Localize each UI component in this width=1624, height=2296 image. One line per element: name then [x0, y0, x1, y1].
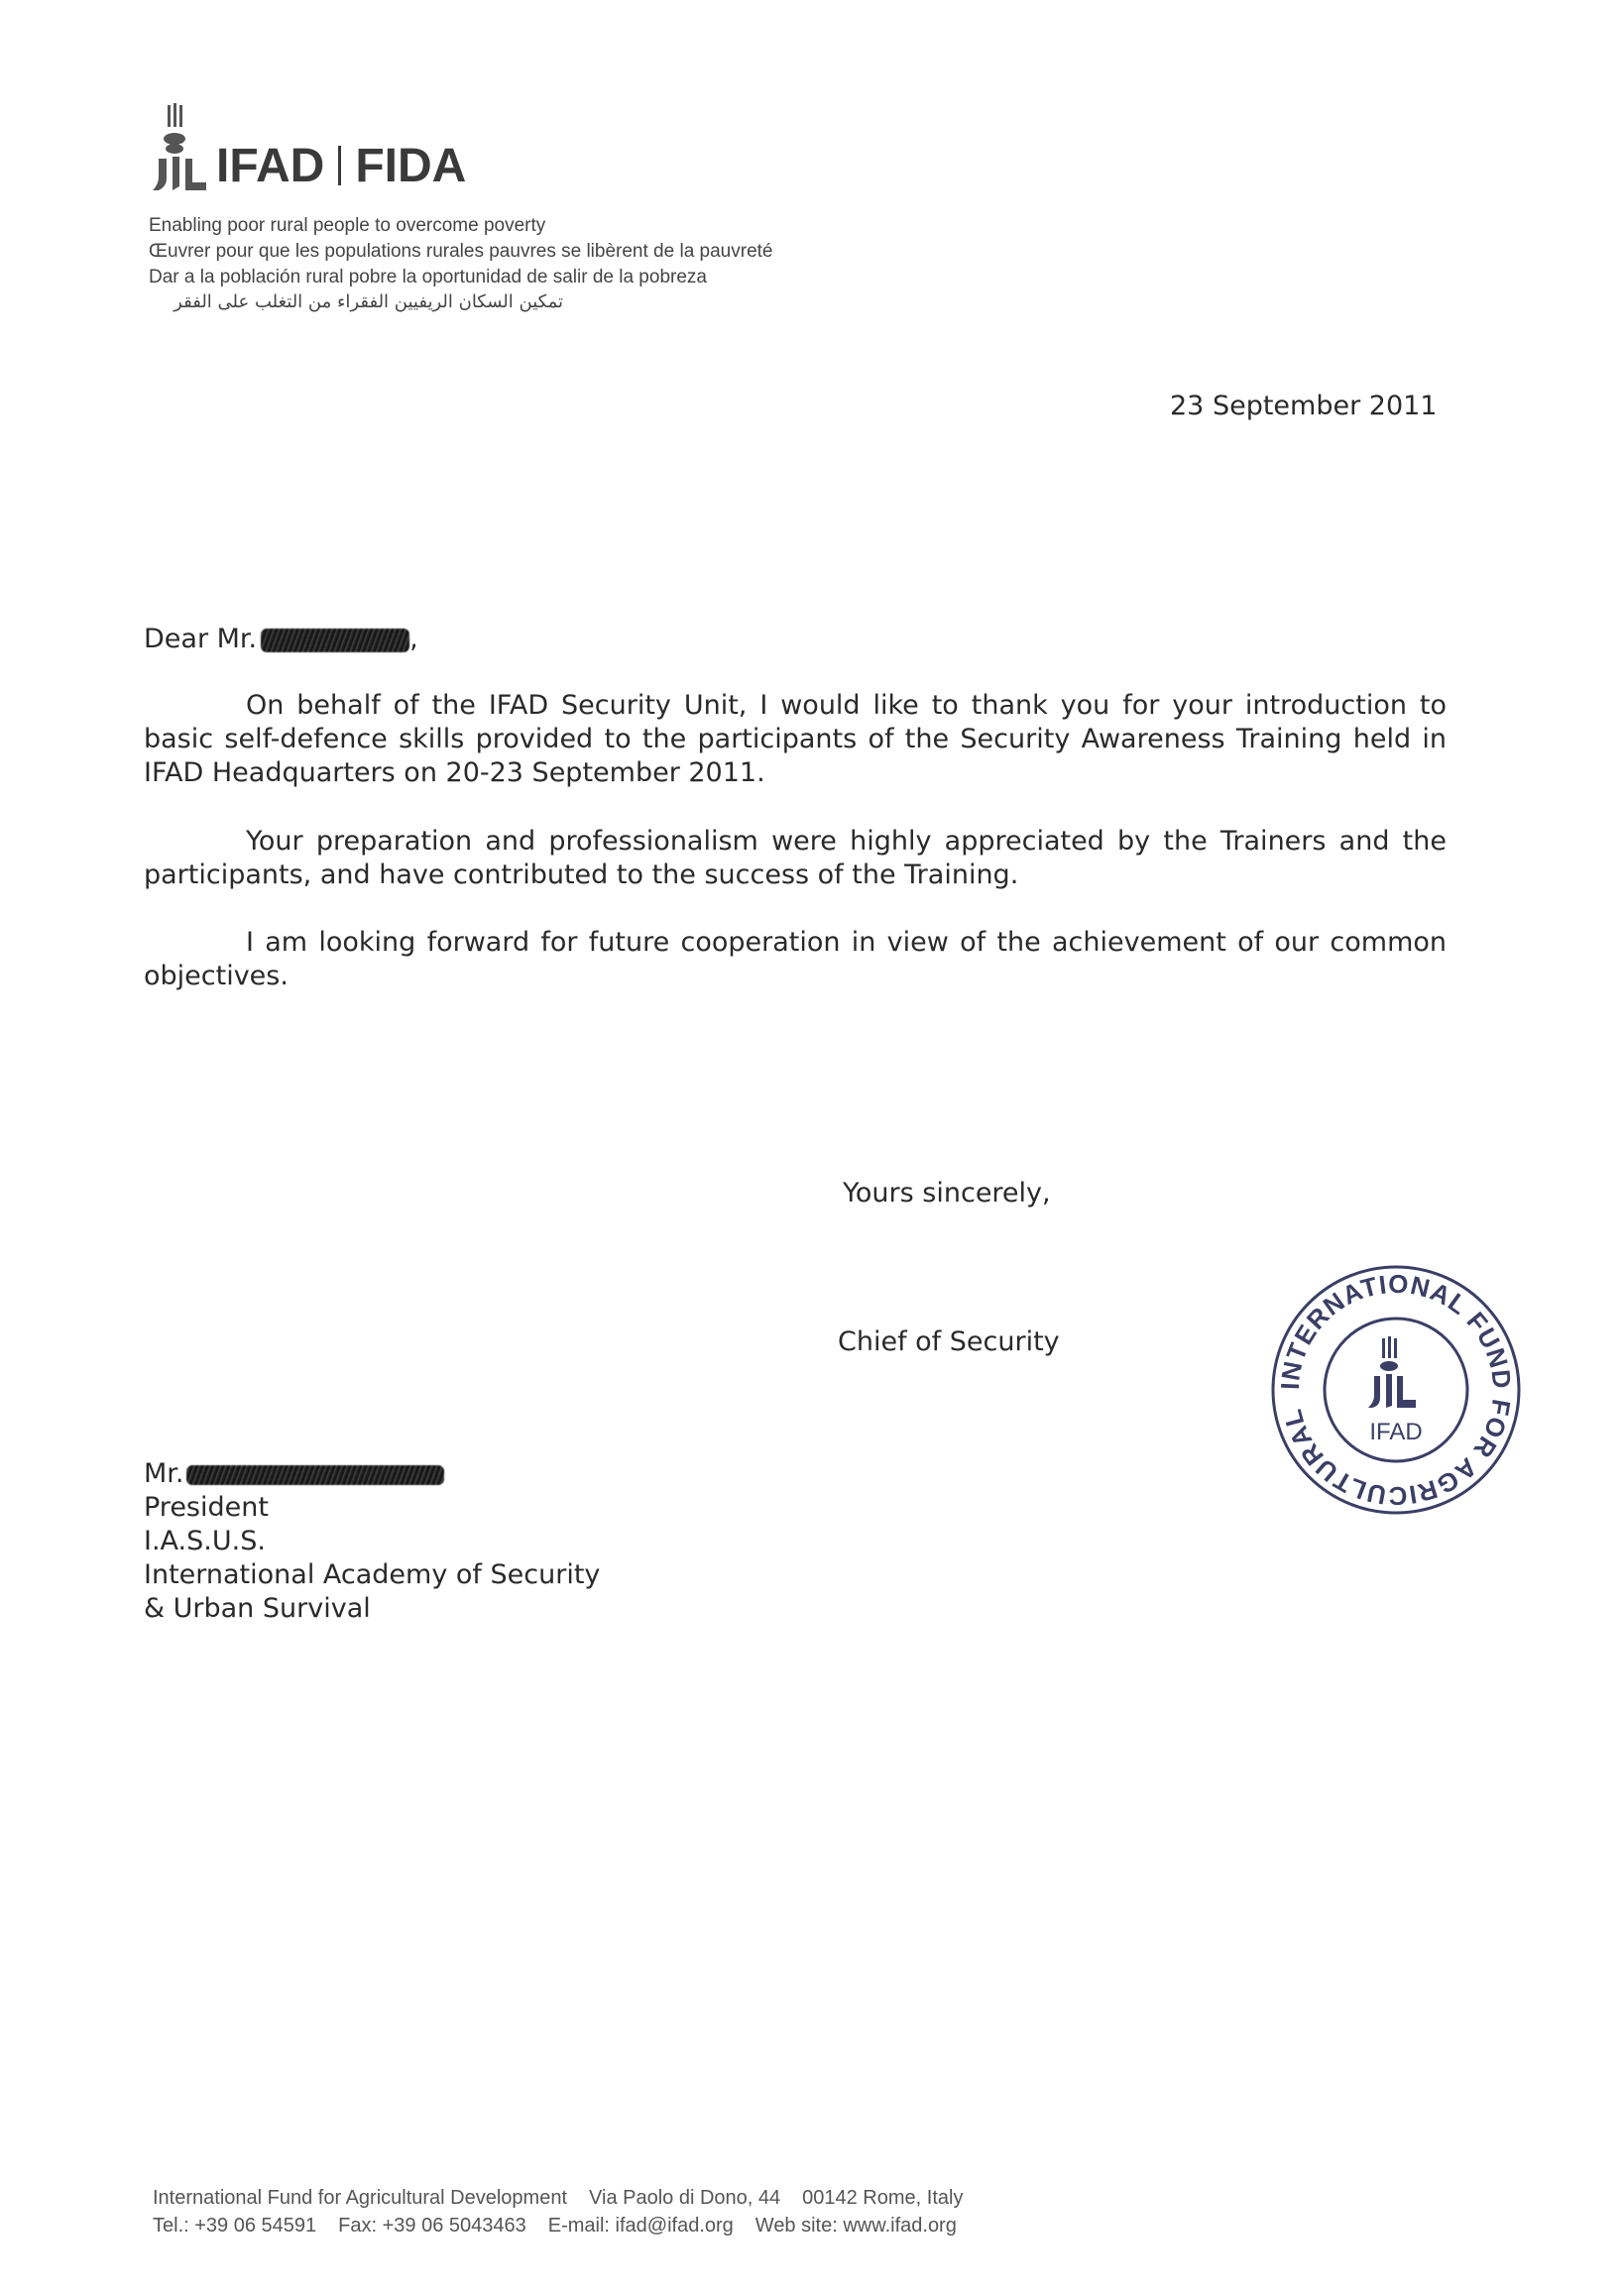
recipient-line-1: President — [144, 1492, 269, 1523]
signatory-title: Chief of Security — [838, 1326, 1060, 1357]
seal-icon — [1267, 1261, 1525, 1519]
recipient-line-4: & Urban Survival — [144, 1593, 371, 1624]
footer-fax: Fax: +39 06 5043463 — [338, 2215, 526, 2237]
footer-street: Via Paolo di Dono, 44 — [589, 2187, 781, 2209]
footer-org: International Fund for Agricultural Development — [153, 2187, 568, 2209]
tagline-en: Enabling poor rural people to overcome poverty — [149, 215, 546, 236]
footer-email: E-mail: ifad@ifad.org — [547, 2215, 734, 2237]
footer-city: 00142 Rome, Italy — [802, 2187, 964, 2209]
seal-ring-text: INTERNATIONAL FUND FOR AGRICULTURAL — [1274, 1268, 1518, 1512]
recipient-line-2: I.A.S.U.S. — [144, 1526, 266, 1556]
ifad-logo — [149, 99, 496, 193]
closing: Yours sincerely, — [843, 1178, 1051, 1208]
footer-line-2 — [153, 2215, 957, 2238]
paragraph-3: I am looking forward for future cooperation in view of the achievement of our common objectives. — [144, 927, 1447, 991]
recipient-prefix: Mr. — [144, 1458, 184, 1489]
redacted-name — [261, 629, 409, 652]
tagline-ar: تمكين السكان الريفيين الفقراء من التغلب على الفقر — [174, 291, 563, 312]
salutation — [144, 623, 418, 656]
footer-line-1 — [153, 2187, 963, 2210]
brand-fida: FIDA — [355, 140, 467, 192]
footer-tel: Tel.: +39 06 54591 — [153, 2215, 317, 2237]
brand-divider — [338, 146, 341, 185]
footer-website: Web site: www.ifad.org — [754, 2215, 957, 2237]
brand-ifad: IFAD — [216, 140, 325, 192]
paragraph-1: On behalf of the IFAD Security Unit, I would like to thank you for your introduction to basic self-defence skills provided to the participants of the Security Awareness Training held in IFAD Headquarters on 20-23 September 2011. — [144, 690, 1447, 788]
salutation-text: Dear Mr. — [144, 624, 258, 654]
seal-center-text: IFAD — [1369, 1419, 1423, 1445]
letter-date: 23 September 2011 — [1170, 391, 1438, 421]
ifad-seal-stamp — [1267, 1261, 1525, 1519]
redacted-recipient — [186, 1465, 444, 1485]
recipient-name — [144, 1457, 444, 1491]
tagline-es: Dar a la población rural pobre la oportunidad de salir de la pobreza — [149, 267, 707, 287]
salutation-comma: , — [409, 624, 418, 654]
recipient-line-3: International Academy of Security — [144, 1559, 601, 1590]
wheat-emblem-icon — [149, 99, 218, 193]
paragraph-2: Your preparation and professionalism were highly appreciated by the Trainers and the participants, and have contributed to the success of the Training. — [144, 826, 1447, 890]
tagline-fr: Œuvrer pour que les populations rurales pauvres se libèrent de la pauvreté — [149, 241, 773, 262]
